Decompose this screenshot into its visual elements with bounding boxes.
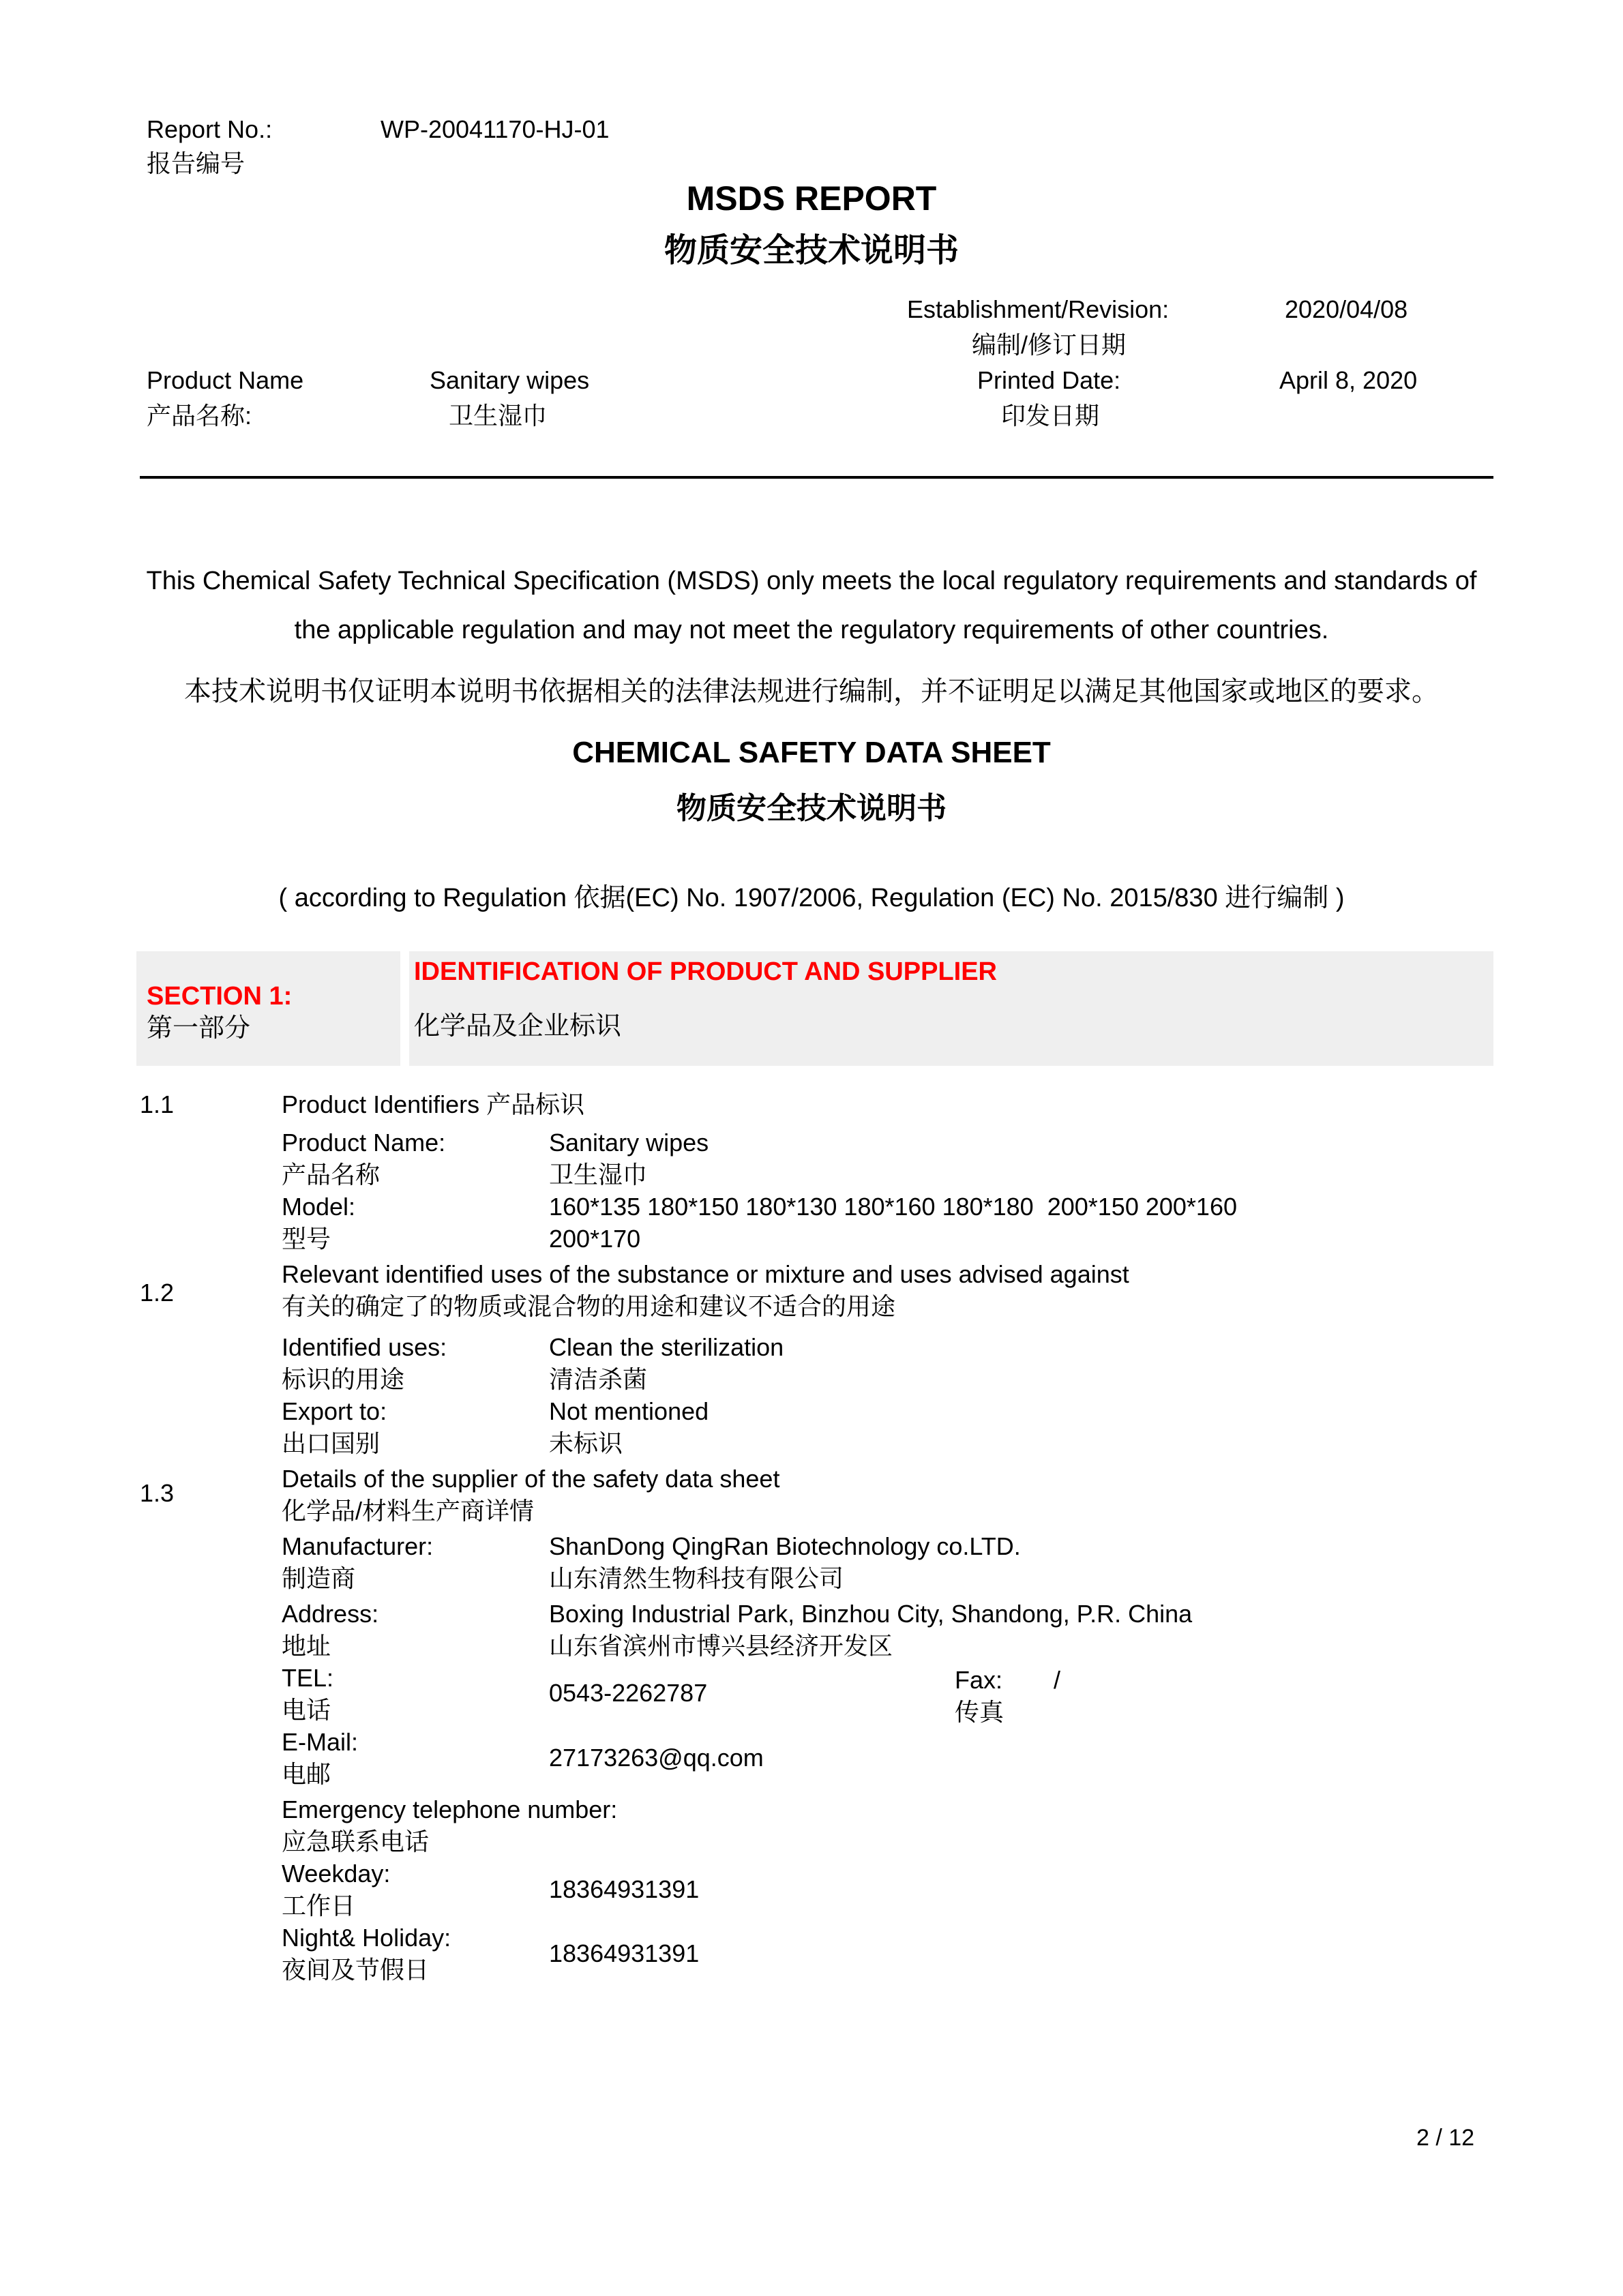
identified-uses-label: Identified uses: bbox=[282, 1333, 447, 1361]
document-title-zh: 物质安全技术说明书 bbox=[664, 233, 959, 269]
product-name-label: Product Name bbox=[147, 366, 304, 394]
clause-1-1-heading: Product Identifiers 产品标识 bbox=[282, 1090, 585, 1118]
email-label: E-Mail: bbox=[282, 1728, 359, 1756]
fax-label: Fax: bbox=[955, 1666, 1003, 1694]
printed-date-label: Printed Date: bbox=[977, 366, 1121, 394]
export-to-label-zh: 出口国别 bbox=[282, 1429, 381, 1457]
according-to-regulation-line: ( according to Regulation 依据(EC) No. 1907/2006, Regulation (EC) No. 2015/830 进行编制 ) bbox=[278, 884, 1345, 912]
manufacturer-label-zh: 制造商 bbox=[282, 1564, 356, 1592]
establishment-value: 2020/04/08 bbox=[1285, 295, 1408, 323]
tel-label-zh: 电话 bbox=[282, 1696, 331, 1724]
night-holiday-value: 18364931391 bbox=[549, 1939, 700, 1967]
manufacturer-label: Manufacturer: bbox=[282, 1532, 434, 1560]
clause-1-3-heading-en: Details of the supplier of the safety data sheet bbox=[282, 1465, 780, 1493]
establishment-label-zh: 编制/修订日期 bbox=[972, 331, 1127, 359]
sheet-title-zh: 物质安全技术说明书 bbox=[676, 792, 947, 825]
tel-label: TEL: bbox=[282, 1664, 334, 1692]
clause-1-3-number: 1.3 bbox=[140, 1479, 175, 1507]
product-name-label-zh: 产品名称: bbox=[147, 402, 252, 430]
product-name-row-label-zh: 产品名称 bbox=[282, 1161, 381, 1189]
fax-label-zh: 传真 bbox=[955, 1698, 1004, 1726]
address-value: Boxing Industrial Park, Binzhou City, Shandong, P.R. China bbox=[549, 1600, 1193, 1628]
weekday-value: 18364931391 bbox=[549, 1875, 700, 1903]
product-name-value-zh: 卫生湿巾 bbox=[449, 402, 548, 430]
clause-1-2-heading-zh: 有关的确定了的物质或混合物的用途和建议不适合的用途 bbox=[282, 1292, 896, 1320]
emergency-phone-label-zh: 应急联系电话 bbox=[282, 1828, 430, 1855]
night-holiday-label-zh: 夜间及节假日 bbox=[282, 1956, 430, 1984]
model-row-label: Model: bbox=[282, 1193, 356, 1221]
clause-1-1-number: 1.1 bbox=[140, 1090, 175, 1118]
clause-1-2-heading-en: Relevant identified uses of the substance or mixture and uses advised against bbox=[282, 1260, 1129, 1288]
product-name-value: Sanitary wipes bbox=[430, 366, 590, 394]
section1-title-zh: 化学品及企业标识 bbox=[414, 1012, 622, 1041]
model-row-value-line2: 200*170 bbox=[549, 1225, 641, 1253]
product-name-row-value: Sanitary wipes bbox=[549, 1129, 709, 1157]
section1-label: SECTION 1: bbox=[147, 982, 293, 1011]
clause-1-3-heading-zh: 化学品/材料生产商详情 bbox=[282, 1497, 535, 1525]
product-name-row-value-zh: 卫生湿巾 bbox=[549, 1161, 648, 1189]
tel-value: 0543-2262787 bbox=[549, 1679, 708, 1707]
document-title-en: MSDS REPORT bbox=[686, 179, 937, 218]
clause-1-2-number: 1.2 bbox=[140, 1279, 175, 1307]
page-number-indicator: 2 / 12 bbox=[1416, 2125, 1475, 2151]
report-no-label: Report No.: bbox=[147, 115, 273, 143]
establishment-label: Establishment/Revision: bbox=[907, 295, 1170, 323]
section1-title: IDENTIFICATION OF PRODUCT AND SUPPLIER bbox=[414, 957, 997, 986]
export-to-value-zh: 未标识 bbox=[549, 1429, 623, 1457]
model-row-value: 160*135 180*150 180*130 180*160 180*180 200*150 200*160 bbox=[549, 1193, 1237, 1221]
product-name-row-label: Product Name: bbox=[282, 1129, 446, 1157]
header-divider-rule bbox=[140, 476, 1493, 479]
night-holiday-label: Night& Holiday: bbox=[282, 1924, 451, 1952]
sheet-title-en: CHEMICAL SAFETY DATA SHEET bbox=[572, 736, 1051, 769]
disclaimer-en: This Chemical Safety Technical Specification (MSDS) only meets the local regulatory requirements and standards of the applicable regulation and may not meet the regulatory requirements of other countries. bbox=[146, 567, 1477, 644]
weekday-label: Weekday: bbox=[282, 1860, 391, 1888]
disclaimer-zh: 本技术说明书仅证明本说明书依据相关的法律法规进行编制，并不证明足以满足其他国家或地区的要求。 bbox=[184, 676, 1439, 706]
fax-value: / bbox=[1054, 1666, 1061, 1694]
address-label-zh: 地址 bbox=[282, 1632, 331, 1660]
report-no-value: WP-20041170-HJ-01 bbox=[381, 115, 610, 143]
identified-uses-value: Clean the sterilization bbox=[549, 1333, 784, 1361]
printed-date-label-zh: 印发日期 bbox=[1001, 402, 1100, 430]
export-to-value: Not mentioned bbox=[549, 1397, 709, 1425]
manufacturer-value: ShanDong QingRan Biotechnology co.LTD. bbox=[549, 1532, 1021, 1560]
printed-date-value: April 8, 2020 bbox=[1279, 366, 1418, 394]
section1-label-zh: 第一部分 bbox=[147, 1014, 251, 1043]
emergency-phone-label: Emergency telephone number: bbox=[282, 1795, 618, 1823]
model-row-label-zh: 型号 bbox=[282, 1225, 331, 1253]
identified-uses-label-zh: 标识的用途 bbox=[282, 1365, 405, 1393]
identified-uses-value-zh: 清洁杀菌 bbox=[549, 1365, 648, 1393]
export-to-label: Export to: bbox=[282, 1397, 387, 1425]
weekday-label-zh: 工作日 bbox=[282, 1892, 356, 1920]
address-label: Address: bbox=[282, 1600, 379, 1628]
report-no-label-zh: 报告编号 bbox=[147, 149, 245, 177]
manufacturer-value-zh: 山东清然生物科技有限公司 bbox=[549, 1564, 844, 1592]
email-value: 27173263@qq.com bbox=[549, 1744, 764, 1772]
email-label-zh: 电邮 bbox=[282, 1760, 331, 1788]
address-value-zh: 山东省滨州市博兴县经济开发区 bbox=[549, 1632, 893, 1660]
